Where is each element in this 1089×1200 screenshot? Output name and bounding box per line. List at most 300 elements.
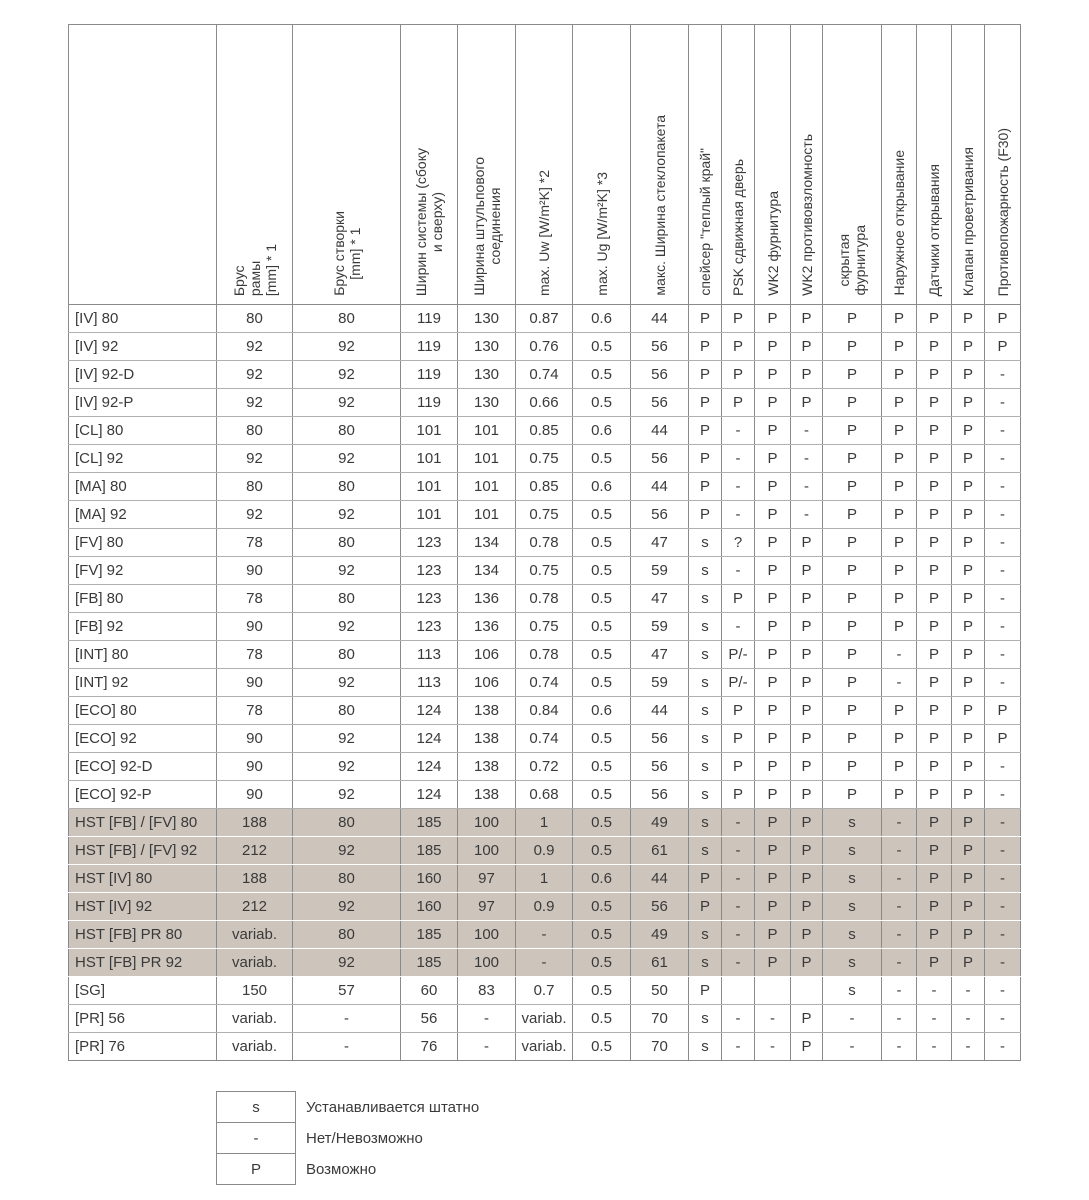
value-cell: s [689,809,722,837]
value-cell: 0.5 [573,361,631,389]
value-cell: P [952,473,985,501]
value-cell: P [952,389,985,417]
value-cell: 90 [217,753,293,781]
value-cell: P [882,557,917,585]
value-cell: 0.5 [573,501,631,529]
value-cell: - [293,1033,401,1061]
value-cell: 130 [458,305,516,333]
value-cell: - [722,1005,755,1033]
value-cell: P [791,809,823,837]
value-cell: P [882,501,917,529]
value-cell: - [722,557,755,585]
value-cell: P [823,725,882,753]
value-cell: 80 [293,585,401,613]
value-cell: P [917,501,952,529]
value-cell: - [985,445,1021,473]
value-cell: - [985,1005,1021,1033]
value-cell: 1 [516,809,573,837]
value-cell: s [689,949,722,977]
value-cell: P [689,305,722,333]
value-cell: - [917,1033,952,1061]
value-cell: P [689,389,722,417]
value-cell: P [952,361,985,389]
value-cell: P [882,473,917,501]
value-cell: P [952,697,985,725]
column-header [516,25,573,305]
value-cell: P [882,529,917,557]
value-cell: P [882,613,917,641]
value-cell: 50 [631,977,689,1005]
value-cell: 0.5 [573,753,631,781]
column-header-label: Наружное открывание [891,150,907,296]
value-cell: P [823,473,882,501]
table-row [69,1033,1021,1061]
value-cell: 92 [293,753,401,781]
value-cell: P [952,333,985,361]
value-cell: 0.5 [573,921,631,949]
value-cell: 160 [401,893,458,921]
header-row [69,25,1021,305]
table-row [69,781,1021,809]
table-row [69,837,1021,865]
value-cell: P [823,361,882,389]
value-cell: P [791,1005,823,1033]
value-cell: 101 [401,473,458,501]
value-cell: 0.5 [573,837,631,865]
value-cell: 80 [293,305,401,333]
model-cell: [ECO] 92 [69,725,217,753]
value-cell: 56 [401,1005,458,1033]
value-cell: P [689,361,722,389]
value-cell: - [985,501,1021,529]
value-cell: P [917,921,952,949]
table-row [69,809,1021,837]
value-cell: P [755,781,791,809]
value-cell: - [458,1005,516,1033]
column-header [791,25,823,305]
value-cell: 212 [217,837,293,865]
model-cell: [MA] 92 [69,501,217,529]
value-cell: - [722,949,755,977]
value-cell: 56 [631,445,689,473]
value-cell: - [722,613,755,641]
value-cell: P [917,725,952,753]
value-cell: - [985,613,1021,641]
value-cell: 100 [458,949,516,977]
value-cell: - [985,389,1021,417]
value-cell: P [882,753,917,781]
legend-row [217,1092,481,1123]
value-cell: 0.78 [516,641,573,669]
value-cell: - [985,641,1021,669]
value-cell: P [882,781,917,809]
column-header [917,25,952,305]
value-cell: P [882,389,917,417]
value-cell: 130 [458,389,516,417]
value-cell: s [823,865,882,893]
value-cell: 47 [631,585,689,613]
column-header [755,25,791,305]
value-cell: P [689,501,722,529]
value-cell: - [755,1033,791,1061]
value-cell: - [952,1033,985,1061]
value-cell: 188 [217,865,293,893]
value-cell: P [755,445,791,473]
value-cell: 92 [293,361,401,389]
value-cell: s [689,725,722,753]
value-cell: P [755,893,791,921]
value-cell: P [952,529,985,557]
value-cell: 113 [401,669,458,697]
value-cell: - [952,977,985,1005]
value-cell: - [722,501,755,529]
value-cell: P [917,585,952,613]
value-cell: P [791,753,823,781]
value-cell: 138 [458,753,516,781]
value-cell: 123 [401,585,458,613]
model-cell: [FB] 92 [69,613,217,641]
value-cell: - [722,893,755,921]
value-cell: 119 [401,389,458,417]
value-cell: 80 [293,417,401,445]
value-cell: P [917,809,952,837]
legend [216,1091,481,1185]
value-cell: variab. [217,1033,293,1061]
value-cell: P [952,865,985,893]
value-cell: 0.87 [516,305,573,333]
table-row [69,417,1021,445]
value-cell: 70 [631,1005,689,1033]
value-cell: P/- [722,669,755,697]
value-cell: 101 [458,473,516,501]
value-cell: 119 [401,361,458,389]
value-cell: P [791,725,823,753]
value-cell: P [755,809,791,837]
value-cell: 138 [458,697,516,725]
value-cell: - [755,1005,791,1033]
value-cell: - [882,977,917,1005]
value-cell: 56 [631,781,689,809]
value-cell: 0.7 [516,977,573,1005]
value-cell: s [689,753,722,781]
column-header [823,25,882,305]
value-cell: P [791,893,823,921]
value-cell: 44 [631,417,689,445]
value-cell: 80 [293,809,401,837]
legend-symbol: s [217,1092,296,1123]
value-cell: 56 [631,501,689,529]
value-cell: 78 [217,641,293,669]
value-cell: - [722,837,755,865]
column-header [952,25,985,305]
column-header-label: скрытая фурнитура [836,225,868,296]
value-cell: P [952,837,985,865]
value-cell: P [917,361,952,389]
value-cell: 90 [217,725,293,753]
value-cell: P [952,921,985,949]
value-cell: 83 [458,977,516,1005]
value-cell: s [823,921,882,949]
table-row [69,557,1021,585]
value-cell: 0.78 [516,585,573,613]
column-header-label: WK2 противовзломность [798,134,815,296]
value-cell: 80 [217,473,293,501]
value-cell: - [791,501,823,529]
column-header [573,25,631,305]
value-cell: s [689,1033,722,1061]
value-cell: P [791,669,823,697]
value-cell: - [882,1033,917,1061]
value-cell: P [823,333,882,361]
value-cell: - [985,529,1021,557]
model-cell: [FV] 80 [69,529,217,557]
value-cell: 0.5 [573,893,631,921]
value-cell: 92 [293,557,401,585]
value-cell: 80 [293,865,401,893]
value-cell: 185 [401,949,458,977]
value-cell: P [917,305,952,333]
table-row [69,613,1021,641]
table-row [69,305,1021,333]
value-cell: - [952,1005,985,1033]
value-cell: P [952,641,985,669]
value-cell: - [882,949,917,977]
value-cell: 92 [217,361,293,389]
value-cell: s [689,669,722,697]
value-cell: P [791,305,823,333]
value-cell: 0.5 [573,333,631,361]
value-cell: variab. [217,921,293,949]
value-cell [722,977,755,1005]
value-cell: P [882,305,917,333]
value-cell: 138 [458,725,516,753]
value-cell: 56 [631,333,689,361]
value-cell: - [791,445,823,473]
value-cell: 150 [217,977,293,1005]
value-cell: 47 [631,529,689,557]
value-cell: P [755,473,791,501]
value-cell: P [917,445,952,473]
value-cell: P [722,781,755,809]
value-cell: 100 [458,837,516,865]
column-header [631,25,689,305]
table-row [69,389,1021,417]
value-cell: P [882,585,917,613]
value-cell: - [823,1005,882,1033]
model-cell: HST [FB] / [FV] 92 [69,837,217,865]
value-cell: 100 [458,809,516,837]
legend-description: Нет/Невозможно [306,1129,423,1147]
value-cell: 92 [293,445,401,473]
model-cell: [IV] 92 [69,333,217,361]
value-cell: P [791,641,823,669]
value-cell: 124 [401,725,458,753]
value-cell: P [952,781,985,809]
value-cell: P [985,333,1021,361]
value-cell: P [689,893,722,921]
value-cell: P [791,781,823,809]
table-row [69,1005,1021,1033]
value-cell: P [755,613,791,641]
value-cell: - [985,781,1021,809]
value-cell: 123 [401,557,458,585]
value-cell: P [985,305,1021,333]
value-cell: 0.75 [516,613,573,641]
table-body [69,305,1021,1061]
value-cell: - [722,417,755,445]
value-cell: 61 [631,949,689,977]
value-cell: 134 [458,557,516,585]
model-cell: [ECO] 80 [69,697,217,725]
value-cell: 0.84 [516,697,573,725]
model-cell: [PR] 56 [69,1005,217,1033]
value-cell: - [985,865,1021,893]
value-cell: 0.78 [516,529,573,557]
value-cell: 0.5 [573,781,631,809]
value-cell: P [823,389,882,417]
value-cell: 56 [631,725,689,753]
value-cell [755,977,791,1005]
value-cell: s [689,1005,722,1033]
value-cell: 100 [458,921,516,949]
value-cell: 0.75 [516,445,573,473]
spec-table [68,24,1021,1061]
value-cell: 0.5 [573,977,631,1005]
column-header [722,25,755,305]
value-cell: P [882,697,917,725]
value-cell: 0.74 [516,361,573,389]
value-cell: s [689,697,722,725]
value-cell: - [985,361,1021,389]
value-cell: 44 [631,305,689,333]
value-cell: P [917,473,952,501]
value-cell: P [755,529,791,557]
value-cell: 0.75 [516,501,573,529]
value-cell: 0.66 [516,389,573,417]
value-cell: 0.74 [516,669,573,697]
value-cell: P [985,697,1021,725]
table-row [69,473,1021,501]
value-cell: - [985,417,1021,445]
value-cell: 49 [631,809,689,837]
value-cell: 0.5 [573,949,631,977]
value-cell: 130 [458,361,516,389]
column-header [985,25,1021,305]
legend-description: Возможно [306,1160,377,1178]
value-cell: 56 [631,753,689,781]
value-cell: - [722,445,755,473]
value-cell: 123 [401,613,458,641]
value-cell: 119 [401,333,458,361]
value-cell: P [722,725,755,753]
value-cell: 78 [217,529,293,557]
model-cell: [CL] 80 [69,417,217,445]
column-header [401,25,458,305]
model-cell: HST [IV] 92 [69,893,217,921]
table-row [69,725,1021,753]
value-cell: P [917,837,952,865]
value-cell: 90 [217,669,293,697]
value-cell: 0.6 [573,473,631,501]
value-cell: 78 [217,585,293,613]
value-cell: 113 [401,641,458,669]
value-cell: P [952,725,985,753]
value-cell: s [689,613,722,641]
value-cell: 101 [458,501,516,529]
value-cell: P [689,977,722,1005]
model-cell: [IV] 92-D [69,361,217,389]
value-cell: P [689,865,722,893]
value-cell: 0.5 [573,445,631,473]
value-cell: - [882,809,917,837]
value-cell: - [985,949,1021,977]
column-header-label: макс. Ширина стеклопакета [651,115,668,296]
value-cell: P [882,725,917,753]
value-cell: P [823,641,882,669]
value-cell: P [823,613,882,641]
legend-symbol: - [217,1123,296,1154]
column-header [458,25,516,305]
value-cell: 97 [458,865,516,893]
value-cell: P [755,585,791,613]
value-cell: P [791,557,823,585]
value-cell: - [882,865,917,893]
value-cell: P [952,501,985,529]
value-cell: 1 [516,865,573,893]
value-cell: - [293,1005,401,1033]
value-cell: P [952,613,985,641]
value-cell: P [882,361,917,389]
value-cell: 124 [401,753,458,781]
column-header-label: Брус рамы [mm] * 1 [230,243,279,296]
table-row [69,949,1021,977]
value-cell: variab. [217,949,293,977]
value-cell: 92 [293,837,401,865]
value-cell: P [952,809,985,837]
value-cell: 0.5 [573,585,631,613]
value-cell: P [917,417,952,445]
value-cell: P [882,445,917,473]
value-cell: 80 [293,697,401,725]
value-cell: 56 [631,361,689,389]
value-cell: 80 [293,529,401,557]
value-cell: 92 [293,501,401,529]
column-header-label: Ширин системы (сбоку и сверху) [413,147,445,296]
value-cell: P [755,669,791,697]
value-cell: 92 [217,445,293,473]
value-cell: 80 [293,641,401,669]
value-cell: 92 [293,893,401,921]
table-row [69,529,1021,557]
value-cell: - [882,641,917,669]
value-cell: P [917,333,952,361]
value-cell: s [689,585,722,613]
value-cell: - [791,417,823,445]
value-cell: - [917,1005,952,1033]
column-header-label: Датчики открывания [926,163,942,296]
value-cell: P [755,389,791,417]
table-row [69,697,1021,725]
value-cell: 0.68 [516,781,573,809]
value-cell: - [722,865,755,893]
value-cell: P [755,333,791,361]
value-cell: 57 [293,977,401,1005]
value-cell: 60 [401,977,458,1005]
table-row [69,445,1021,473]
model-cell: HST [FB] PR 80 [69,921,217,949]
value-cell: 59 [631,613,689,641]
value-cell: 101 [401,417,458,445]
